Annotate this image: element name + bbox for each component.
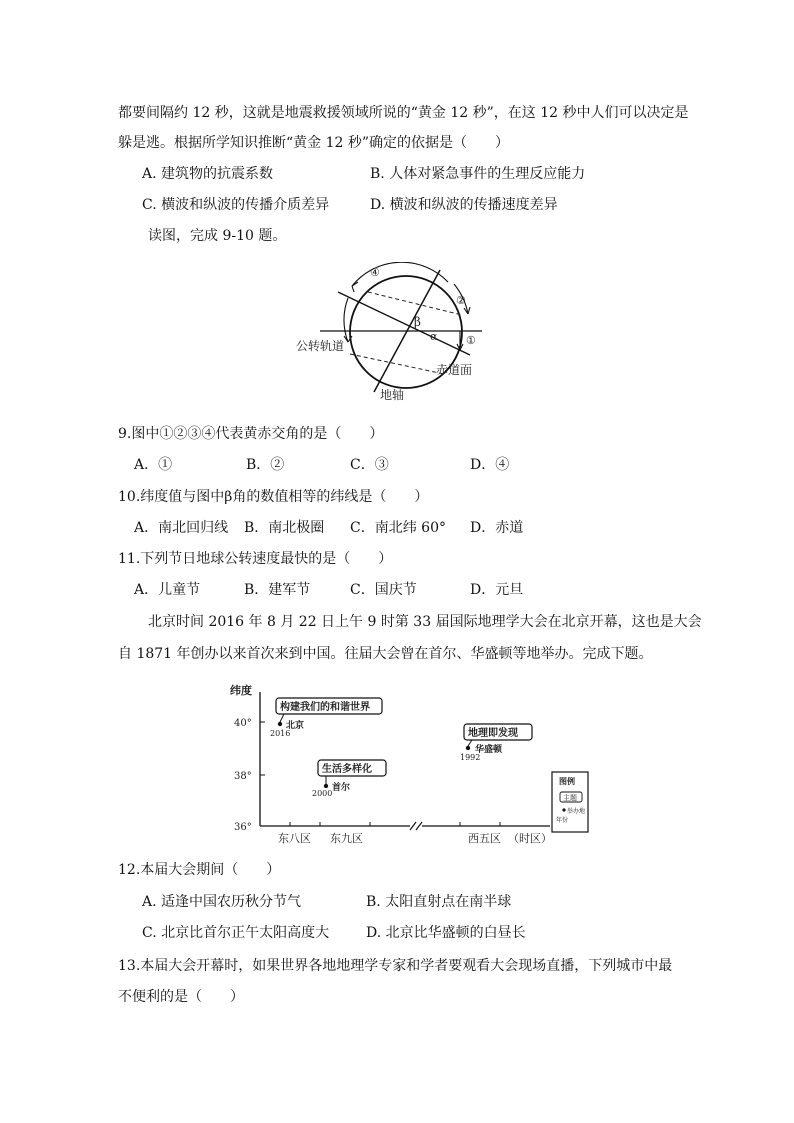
q12-option-a: A. 适逢中国农历秋分节气 (142, 894, 302, 910)
q12-option-b: B. 太阳直射点在南半球 (366, 894, 512, 910)
q8-stem-line2: 躲是逃。根据所学知识推断“黄金 12 秒”确定的依据是（ ） (118, 135, 510, 151)
read-figure-instruction: 读图，完成 9-10 题。 (148, 228, 287, 244)
congress-location-chart (230, 680, 590, 850)
q8-option-b: B. 人体对紧急事件的生理反应能力 (370, 166, 586, 182)
passage-line1: 北京时间 2016 年 8 月 22 日上午 9 时第 33 届国际地理学大会在北京开幕，这也是大会 (148, 614, 702, 630)
mark-1: ① (466, 334, 476, 347)
seoul-year: 2000 (312, 789, 333, 798)
q11-option-b: B．建军节 (244, 582, 311, 598)
q12-option-c: C. 北京比首尔正午太阳高度大 (142, 925, 330, 941)
axis-label: 地轴 (380, 388, 405, 402)
x-tick-west5: 西五区 (468, 832, 501, 845)
q8-option-c: C. 横波和纵波的传播介质差异 (142, 197, 330, 213)
q11-option-a: A．儿童节 (134, 582, 201, 598)
x-tick-east8: 东八区 (278, 832, 311, 845)
q11-option-d: D．元旦 (470, 582, 524, 598)
passage-line2: 自 1871 年创办以来首次来到中国。往届大会曾在首尔、华盛顿等地举办。完成下题。 (118, 646, 653, 662)
q9-stem: 9.图中①②③④代表黄赤交角的是（ ） (118, 426, 384, 442)
q13-stem-line1: 13.本届大会开幕时，如果世界各地地理学专家和学者要观看大会现场直播，下列城市中最 (118, 958, 673, 974)
y-axis-label: 纬度 (230, 684, 252, 697)
x-tick-east9: 东九区 (330, 832, 363, 845)
q8-option-a: A. 建筑物的抗震系数 (142, 166, 274, 182)
q10-option-a: A．南北回归线 (134, 520, 229, 536)
washington-city: 华盛顿 (475, 745, 503, 755)
alpha-label: α (430, 330, 438, 343)
x-axis-unit: （时区） (508, 832, 552, 845)
q10-stem: 10.纬度值与图中β角的数值相等的纬线是（ ） (118, 489, 429, 505)
q10-option-c: C．南北纬 60° (350, 520, 446, 536)
obliquity-diagram (290, 262, 510, 402)
q11-stem: 11.下列节日地球公转速度最快的是（ ） (118, 551, 393, 567)
beijing-city: 北京 (286, 721, 305, 731)
beta-label: β (414, 315, 421, 329)
q11-option-c: C．国庆节 (350, 582, 417, 598)
q9-option-c: C．③ (350, 457, 389, 473)
legend-title: 图例 (559, 776, 575, 786)
washington-year: 1992 (460, 753, 481, 762)
mark-4: ④ (370, 266, 380, 279)
y-tick-36: 36° (234, 822, 252, 833)
beijing-theme: 构建我们的和谐世界 (280, 702, 370, 713)
q9-option-b: B．② (246, 457, 285, 473)
orbit-label: 公转轨道 (296, 339, 345, 353)
legend-theme: 主题 (563, 794, 577, 802)
legend-host: 举办地 (567, 808, 586, 815)
equator-plane-label: 赤道面 (436, 363, 473, 377)
seoul-theme: 生活多样化 (322, 764, 372, 775)
q10-option-d: D．赤道 (470, 520, 524, 536)
beijing-year: 2016 (270, 729, 291, 738)
q13-stem-line2: 不便利的是（ ） (118, 989, 244, 1005)
q9-option-d: D．④ (470, 457, 510, 473)
q12-option-d: D. 北京比华盛顿的白昼长 (366, 925, 526, 941)
washington-theme: 地理即发现 (468, 728, 518, 739)
mark-2: ② (456, 294, 466, 307)
y-tick-38: 38° (234, 771, 252, 782)
seoul-city: 首尔 (332, 783, 351, 793)
q8-option-d: D. 横波和纵波的传播速度差异 (370, 197, 558, 213)
q12-stem: 12.本届大会期间（ ） (118, 862, 281, 878)
q10-option-b: B．南北极圈 (244, 520, 325, 536)
q8-stem-line1: 都要间隔约 12 秒，这就是地震救援领域所说的“黄金 12 秒”，在这 12 秒中人们可以决定是 (118, 105, 689, 121)
legend-year: 年份 (556, 817, 569, 824)
y-tick-40: 40° (234, 718, 252, 729)
q9-option-a: A．① (134, 457, 173, 473)
